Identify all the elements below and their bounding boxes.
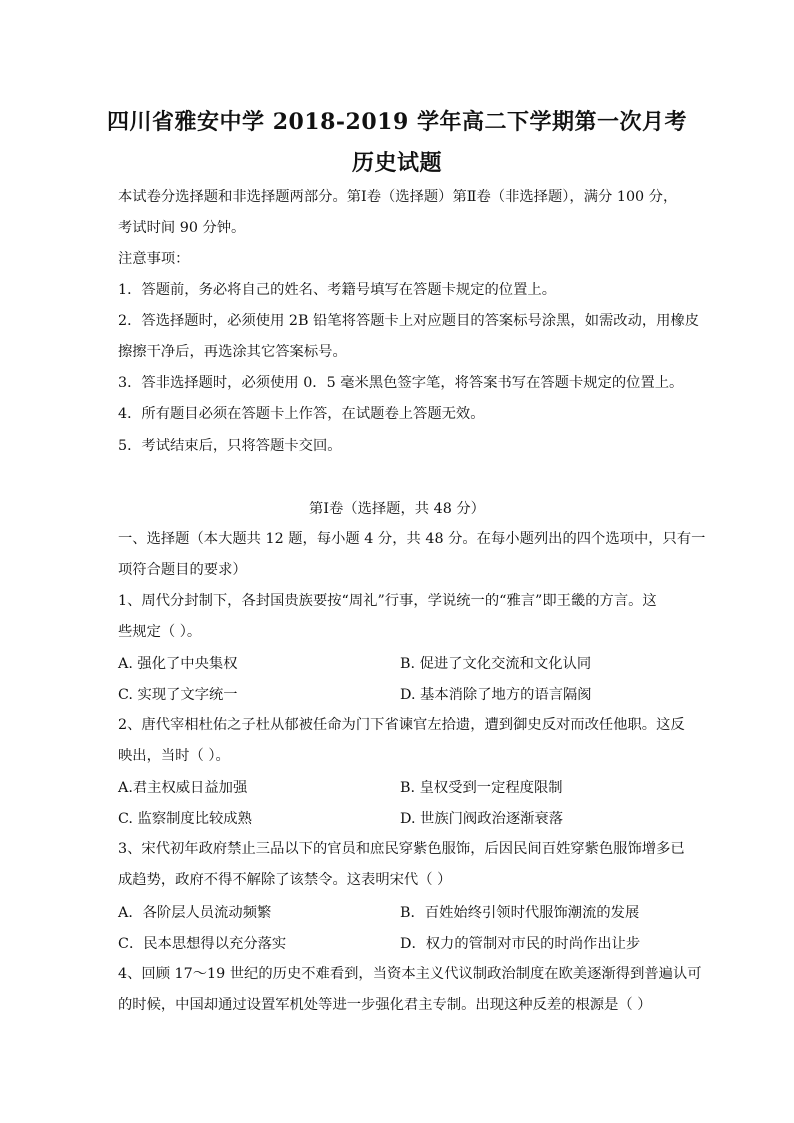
- note-item: 4．所有题目必须在答题卡上作答，在试题卷上答题无效。: [118, 406, 485, 422]
- question-stem: 1、周代分封制下，各封国贵族要按“周礼”行事，学说统一的“雅言”即王畿的方言。这: [118, 593, 657, 609]
- section-instructions: 一、选择题（本大题共 12 题，每小题 4 分，共 48 分。在每小题列出的四个选项中，只有一: [118, 531, 706, 547]
- question-stem: 3、宋代初年政府禁止三品以下的官员和庶民穿紫色服饰，后因民间百姓穿紫色服饰增多已: [118, 841, 685, 857]
- section-title: 第Ⅰ卷（选择题，共 48 分）: [309, 501, 485, 517]
- option-d: D. 世族门阀政治逐渐衰落: [400, 811, 564, 827]
- section-instructions: 项符合题目的要求）: [118, 562, 247, 578]
- option-d: D. 基本消除了地方的语言隔阂: [400, 687, 592, 703]
- intro-line: 考试时间 90 分钟。: [118, 220, 246, 236]
- question-stem: 4、回顾 17～19 世纪的历史不难看到，当资本主义代议制政治制度在欧美逐渐得到普遍认可: [118, 966, 702, 982]
- option-b: B．百姓始终引领时代服饰潮流的发展: [400, 905, 640, 921]
- question-stem: 映出，当时（ ）。: [118, 748, 230, 764]
- note-item: 擦擦干净后，再选涂其它答案标号。: [118, 344, 347, 360]
- option-a: A. 强化了中央集权: [118, 656, 238, 672]
- option-c: C．民本思想得以充分落实: [118, 936, 287, 952]
- note-item: 1．答题前，务必将自己的姓名、考籍号填写在答题卡规定的位置上。: [118, 282, 556, 298]
- option-b: B. 促进了文化交流和文化认同: [400, 656, 592, 672]
- question-stem: 2、唐代宰相杜佑之子杜从郁被任命为门下省谏官左拾遗，遭到御史反对而改任他职。这反: [118, 717, 685, 733]
- note-item: 3．答非选择题时，必须使用 0．5 毫米黑色签字笔，将答案书写在答题卡规定的位置上。: [118, 375, 684, 391]
- note-item: 5．考试结束后，只将答题卡交回。: [118, 438, 342, 454]
- exam-subtitle: 历史试题: [351, 150, 442, 176]
- notes-heading: 注意事项：: [118, 251, 190, 267]
- option-c: C. 实现了文字统一: [118, 687, 238, 703]
- question-stem: 成趋势，政府不得不解除了该禁令。这表明宋代（ ）: [118, 872, 452, 888]
- option-d: D．权力的管制对市民的时尚作出让步: [400, 936, 641, 952]
- note-item: 2．答选择题时，必须使用 2B 铅笔将答题卡上对应题目的答案标号涂黑，如需改动，用橡皮: [118, 313, 700, 329]
- option-b: B. 皇权受到一定程度限制: [400, 780, 563, 796]
- exam-title: 四川省雅安中学 2018-2019 学年高二下学期第一次月考: [107, 109, 687, 135]
- question-stem: 的时候，中国却通过设置军机处等进一步强化君主专制。出现这种反差的根源是（ ）: [118, 997, 652, 1013]
- option-a: A．各阶层人员流动频繁: [118, 905, 272, 921]
- option-a: A.君主权威日益加强: [118, 780, 248, 796]
- option-c: C. 监察制度比较成熟: [118, 811, 252, 827]
- intro-line: 本试卷分选择题和非选择题两部分。第Ⅰ卷（选择题）第Ⅱ卷（非选择题），满分 100 分，: [118, 189, 678, 205]
- question-stem: 些规定（ ）。: [118, 624, 202, 640]
